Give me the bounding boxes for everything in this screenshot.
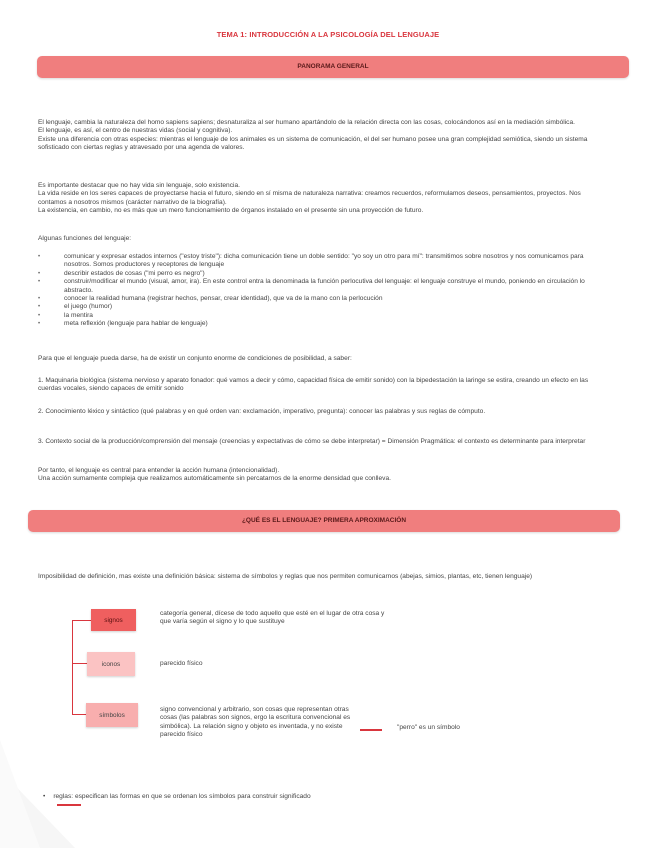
page-title: TEMA 1: INTRODUCCIÓN A LA PSICOLOGÍA DEL LENGUAJE xyxy=(216,30,440,39)
intro-paragraph: Existe una diferencia con otras especies: mientras el lenguaje de los animales es un sistema de comunicación, el del ser humano posee una gran complejidad semiótica, siendo un sistema sofisticado con ciertas reglas y atravesado por una agenda de valores. xyxy=(38,135,588,152)
intro-paragraph: El lenguaje, cambia la naturaleza del homo sapiens sapiens; desnaturaliza al ser humano apartándolo de la relación directa con las cosas, colocándonos así en la mediación simbólica. xyxy=(38,119,575,126)
list-item: • conocer la realidad humana (registrar hechos, pensar, crear identidad), que va de la mano con la perlocución xyxy=(38,295,602,303)
conclusion-line: Por tanto, el lenguaje es central para entender la acción humana (intencionalidad). xyxy=(38,467,280,474)
list-item: • meta reflexión (lenguaje para hablar de lenguaje) xyxy=(38,320,602,328)
signos-label: signos xyxy=(104,616,123,624)
iconos-definition: parecido físico xyxy=(160,660,203,667)
simbolos-box xyxy=(86,703,138,727)
signos-box xyxy=(91,609,136,631)
rules-underline xyxy=(57,804,81,806)
rules-label: reglas xyxy=(53,793,72,800)
intro-paragraph: La existencia, en cambio, no es más que un mero funcionamiento de órganos instalado en el presente sin una proyección de futuro. xyxy=(38,207,424,215)
diagram-connector-vertical xyxy=(72,620,73,715)
section-banner-panorama xyxy=(37,56,629,78)
condition-1: 1. Maquinaria biológica (sistema nervioso y aparato fonador: qué vamos a decir y cómo, capacidad física de emitir sonido) con la bipedestación la laringe se estira, creando un efecto en las cuerdas vocales, siendo capaces de emitir sonido xyxy=(38,377,589,393)
side-note: "perro" es un símbolo xyxy=(397,724,460,731)
condition-3: 3. Contexto social de la producción/comprensión del mensaje (creencias y expectativas de cómo se debe interpretar) = Dimensión Pragmática: el contexto es determinante para interpretar xyxy=(38,438,586,445)
bullet: • xyxy=(43,793,46,800)
intro-paragraph: La vida reside en los seres capaces de proyectarse hacia el futuro, siendo en sí misma de naturaleza narrativa: creamos recuerdos, reformulamos deseos, pensamientos, proyectos. Nos contamos a nosotros mismos (carácter narrativo de la biografía). xyxy=(38,190,581,206)
iconos-label: iconos xyxy=(101,660,121,668)
conclusion-line: Una acción sumamente compleja que realizamos automáticamente sin percatarnos de la enorme densidad que conlleva. xyxy=(38,475,391,483)
simbolos-definition: signo convencional y arbitrario, son cosas que representan otras cosas (las palabras son signos, ergo la escritura convencional es simbólica). La relación signo y objeto es inventada, y no existe parecido físico xyxy=(160,706,351,739)
list-item: • describir estados de cosas ("mi perro es negro") xyxy=(38,270,602,278)
list-item: • comunicar y expresar estados internos ("estoy triste"): dicha comunicación tiene un doble sentido: "yo soy un otro para mí": transmitimos sobre nosotros y nos comunicamos para nosotros. Somos productores y receptores de lenguaje xyxy=(38,253,602,270)
diagram-connector-signos xyxy=(72,620,91,621)
intro-block-1 xyxy=(38,119,604,153)
rules-line xyxy=(43,793,603,801)
section-banner-definition xyxy=(28,510,620,532)
conditions-intro: Para que el lenguaje pueda darse, ha de existir un conjunto enorme de condiciones de posibilidad, a saber: xyxy=(38,355,352,362)
list-item: • la mentira xyxy=(38,312,602,320)
intro-paragraph: Es importante destacar que no hay vida sin lenguaje, solo existencia. xyxy=(38,182,240,189)
diagram-connector-simbolos xyxy=(72,714,86,715)
signos-definition: categoría general, dícese de todo aquello que esté en el lugar de otra cosa y que varía según el signo y lo que sustituye xyxy=(160,610,385,626)
section-title: PANORAMA GENERAL xyxy=(297,63,369,70)
rules-text: : especifican las formas en que se ordenan los símbolos para construir significado xyxy=(71,793,311,800)
iconos-box xyxy=(87,652,135,676)
conclusion-block xyxy=(38,467,604,484)
functions-list xyxy=(38,253,602,329)
side-note-line xyxy=(360,729,382,731)
intro-block-2 xyxy=(38,182,604,216)
intro-paragraph: El lenguaje, es así, el centro de nuestras vidas (social y cognitiva). xyxy=(38,127,233,135)
functions-heading: Algunas funciones del lenguaje: xyxy=(38,235,132,242)
list-item: • construir/modificar el mundo (visual, amor, ira). En este control entra la denominada la función perlocutiva del lenguaje: el lenguaje construye el mundo, poniendo en circulación lo abstracto. xyxy=(38,278,602,295)
section-title: ¿QUÉ ES EL LENGUAJE? PRIMERA APROXIMACIÓN xyxy=(241,517,407,524)
definition-text: Imposibilidad de definición, mas existe una definición básica: sistema de símbolos y reglas que nos permiten comunicarnos (abejas, simios, plantas, etc, tienen lenguaje) xyxy=(38,573,533,580)
list-item: • el juego (humor) xyxy=(38,303,602,311)
simbolos-label: símbolos xyxy=(99,711,125,719)
condition-2: 2. Conocimiento léxico y sintáctico (qué palabras y en qué orden van: exclamación, imperativo, pregunta): conocer las palabras y sus reglas de cómputo. xyxy=(38,408,486,415)
